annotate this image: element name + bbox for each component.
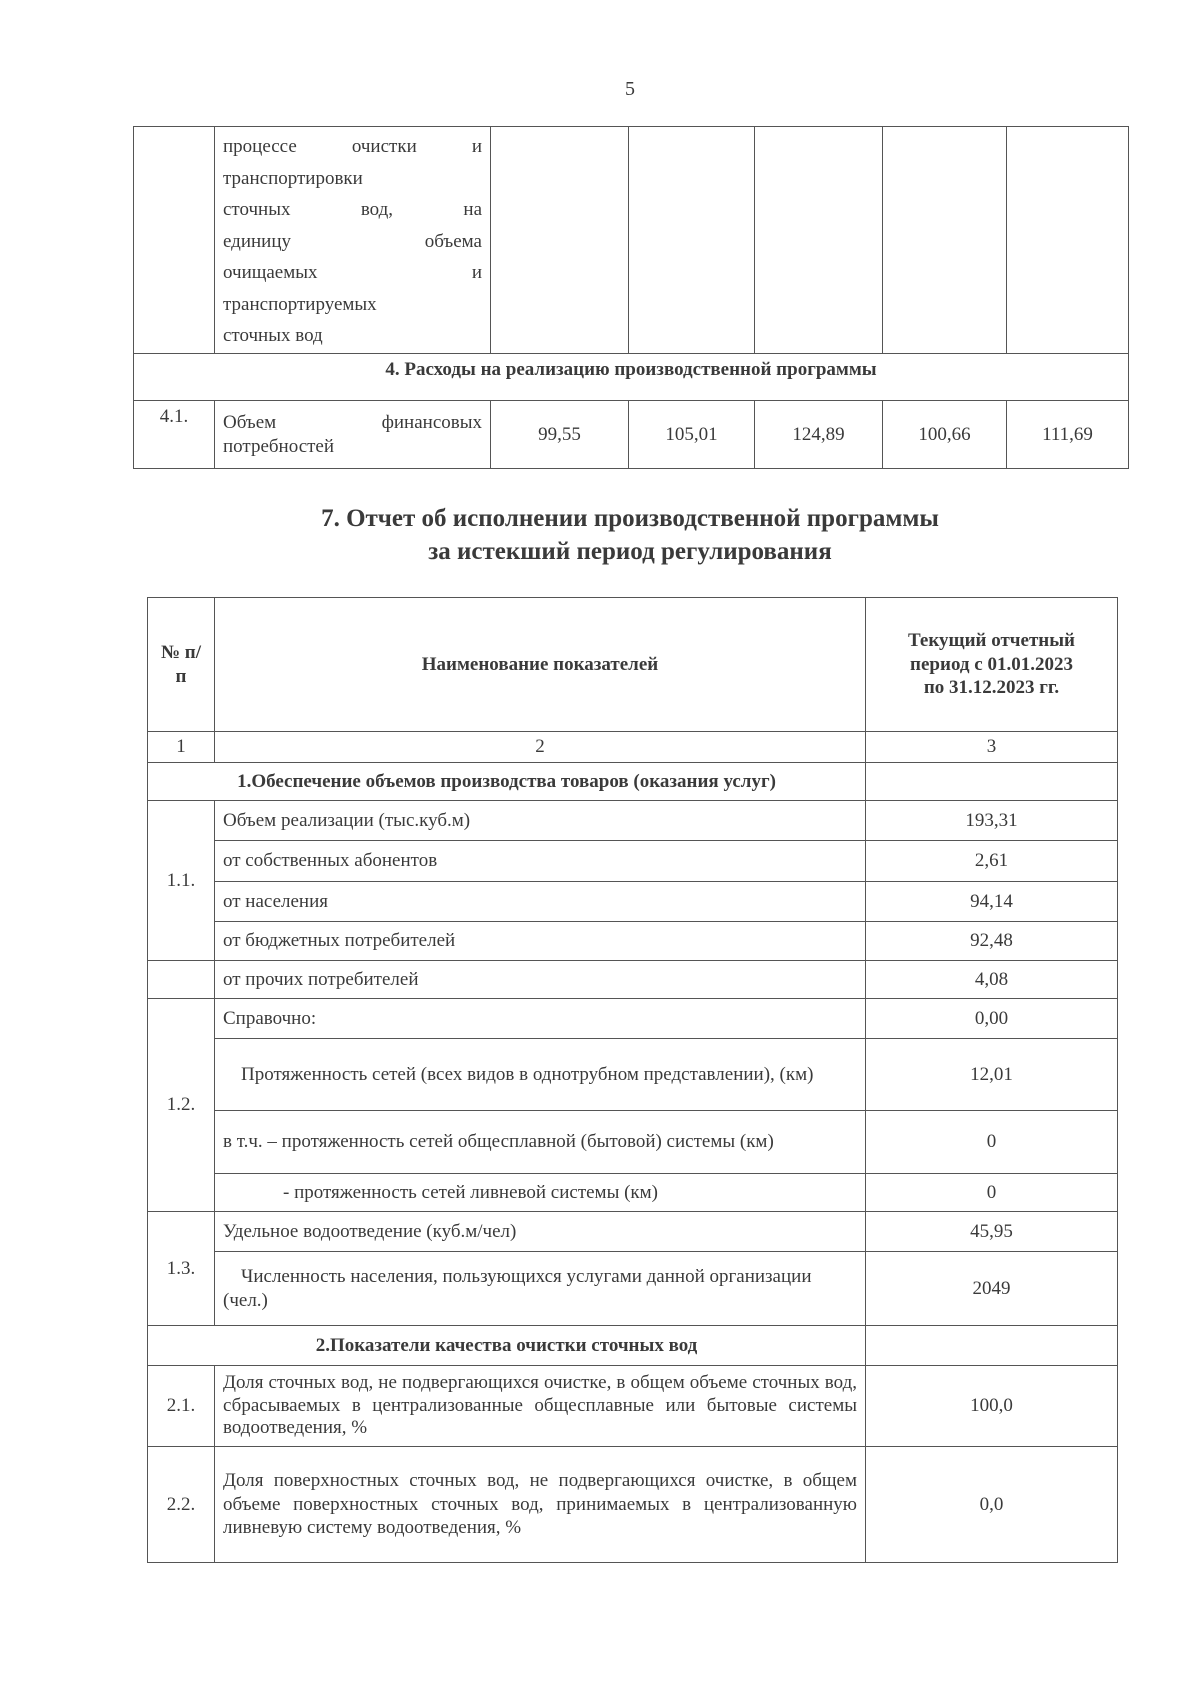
desc-line: сточных вод bbox=[223, 325, 323, 346]
row-name: от населения bbox=[215, 882, 866, 922]
row-name: от собственных абонентов bbox=[215, 841, 866, 882]
header-name: Наименование показателей bbox=[215, 598, 866, 732]
section-title bbox=[0, 502, 1200, 568]
col-number: 3 bbox=[866, 732, 1118, 763]
desc-cell bbox=[215, 401, 491, 469]
header-period-line: по 31.12.2023 гг. bbox=[923, 677, 1060, 699]
row-value: 45,95 bbox=[866, 1212, 1118, 1252]
section-title-line: за истекший период регулирования bbox=[428, 538, 832, 565]
table-row bbox=[148, 1366, 1118, 1447]
section-row bbox=[148, 1326, 1118, 1366]
table-row bbox=[148, 841, 1118, 882]
row-name: Справочно: bbox=[215, 999, 866, 1039]
value-cell: 105,01 bbox=[629, 401, 755, 469]
table-row bbox=[148, 1447, 1118, 1563]
row-name: от бюджетных потребителей bbox=[215, 922, 866, 961]
desc-cell bbox=[215, 127, 491, 354]
row-value: 4,08 bbox=[866, 961, 1118, 999]
row-number: 1.3. bbox=[148, 1212, 215, 1326]
section-1-title: 1.Обеспечение объемов производства товаров (оказания услуг) bbox=[148, 763, 866, 801]
header-period bbox=[866, 598, 1118, 732]
row-name: Доля сточных вод, не подвергающихся очистке, в общем объеме сточных вод, сбрасываемых в централизованные общесплавные или бытовые системы водоотведения, % bbox=[215, 1366, 866, 1447]
top-table-continuation bbox=[133, 126, 1129, 469]
desc-line: потребностей bbox=[223, 435, 335, 457]
value-cell bbox=[629, 127, 755, 354]
row-number bbox=[148, 961, 215, 999]
desc-line: транспортируемых bbox=[223, 293, 377, 315]
row-name: Объем реализации (тыс.куб.м) bbox=[215, 801, 866, 841]
desc-line: единицу объема bbox=[223, 230, 482, 252]
row-value: 193,31 bbox=[866, 801, 1118, 841]
value-cell bbox=[1007, 127, 1129, 354]
row-number: 2.2. bbox=[148, 1447, 215, 1563]
value-cell bbox=[491, 127, 629, 354]
section-2-title: 2.Показатели качества очистки сточных вод bbox=[148, 1326, 866, 1366]
section-header-row bbox=[134, 354, 1129, 401]
desc-line: сточных вод, на bbox=[223, 199, 482, 220]
report-table bbox=[147, 597, 1118, 1563]
row-value: 2,61 bbox=[866, 841, 1118, 882]
table-row bbox=[134, 401, 1129, 469]
row-number: 2.1. bbox=[148, 1366, 215, 1447]
table-row bbox=[148, 922, 1118, 961]
col-number: 1 bbox=[148, 732, 215, 763]
row-value: 94,14 bbox=[866, 882, 1118, 922]
num-cell bbox=[134, 127, 215, 354]
row-value: 2049 bbox=[866, 1252, 1118, 1326]
row-name: в т.ч. – протяженность сетей общесплавной (бытовой) системы (км) bbox=[215, 1111, 866, 1174]
table-row bbox=[134, 127, 1129, 354]
value-cell: 111,69 bbox=[1007, 401, 1129, 469]
value-cell bbox=[755, 127, 883, 354]
value-cell: 124,89 bbox=[755, 401, 883, 469]
section-header: 4. Расходы на реализацию производственной программы bbox=[134, 354, 1129, 401]
value-cell: 99,55 bbox=[491, 401, 629, 469]
section-title-line: 7. Отчет об исполнении производственной программы bbox=[321, 505, 939, 532]
value-cell: 100,66 bbox=[883, 401, 1007, 469]
header-num: № п/п bbox=[148, 598, 215, 732]
empty-cell bbox=[866, 1326, 1118, 1366]
table-row bbox=[148, 1039, 1118, 1111]
desc-line: очищаемых и bbox=[223, 262, 482, 283]
table-row bbox=[148, 999, 1118, 1039]
row-number: 1.1. bbox=[148, 801, 215, 961]
header-row bbox=[148, 598, 1118, 732]
row-name: - протяженность сетей ливневой системы (км) bbox=[215, 1174, 866, 1212]
row-name: от прочих потребителей bbox=[215, 961, 866, 999]
value-cell bbox=[883, 127, 1007, 354]
desc-line: процессе очистки и bbox=[223, 136, 482, 157]
empty-cell bbox=[866, 763, 1118, 801]
row-value: 0 bbox=[866, 1111, 1118, 1174]
table-row bbox=[148, 1174, 1118, 1212]
col-number: 2 bbox=[215, 732, 866, 763]
page-number: 5 bbox=[625, 78, 635, 100]
section-row bbox=[148, 763, 1118, 801]
row-value: 0,0 bbox=[866, 1447, 1118, 1563]
table-row bbox=[148, 801, 1118, 841]
desc-line: Объем финансовых bbox=[223, 411, 482, 433]
desc-line: транспортировки bbox=[223, 167, 363, 189]
table-row bbox=[148, 882, 1118, 922]
row-name: Удельное водоотведение (куб.м/чел) bbox=[215, 1212, 866, 1252]
row-name: Протяженность сетей (всех видов в однотрубном представлении), (км) bbox=[215, 1039, 866, 1111]
table-row bbox=[148, 1111, 1118, 1174]
row-name: Численность населения, пользующихся услугами данной организации (чел.) bbox=[215, 1252, 866, 1326]
row-value: 0 bbox=[866, 1174, 1118, 1212]
table-row bbox=[148, 1252, 1118, 1326]
row-value: 92,48 bbox=[866, 922, 1118, 961]
row-number: 1.2. bbox=[148, 999, 215, 1212]
column-numbers-row bbox=[148, 732, 1118, 763]
table-row bbox=[148, 961, 1118, 999]
header-period-line: период с 01.01.2023 bbox=[910, 653, 1073, 675]
row-number: 4.1. bbox=[134, 401, 215, 469]
row-value: 0,00 bbox=[866, 999, 1118, 1039]
header-period-line: Текущий отчетный bbox=[907, 629, 1076, 651]
table-row bbox=[148, 1212, 1118, 1252]
row-name: Доля поверхностных сточных вод, не подвергающихся очистке, в общем объеме поверхностных сточных вод, принимаемых в централизованную ливневую систему водоотведения, % bbox=[215, 1447, 866, 1563]
row-value: 12,01 bbox=[866, 1039, 1118, 1111]
row-value: 100,0 bbox=[866, 1366, 1118, 1447]
